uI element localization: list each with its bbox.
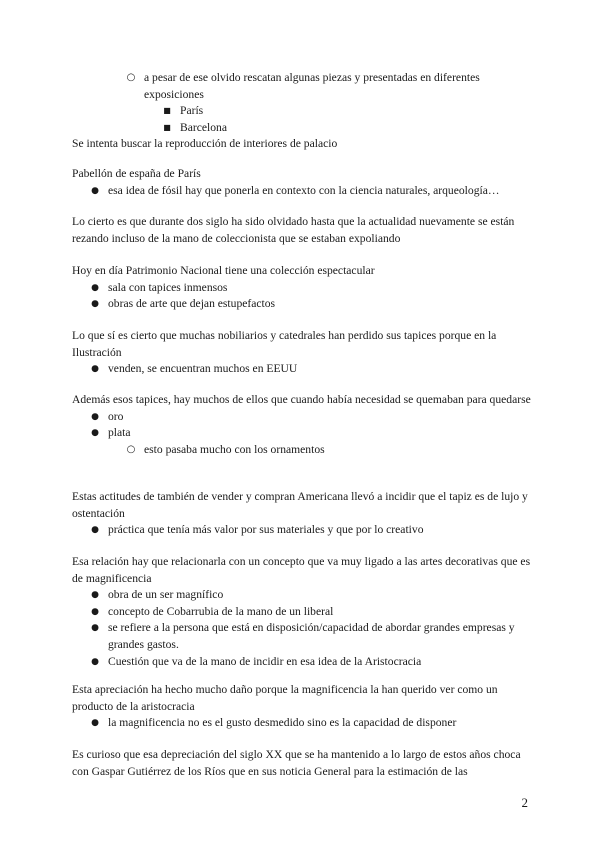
filled-circle-bullet-icon: ● <box>91 525 99 536</box>
bullet-list <box>72 183 532 200</box>
paragraph: Estas actitudes de también de vender y compran Americana llevó a incidir que el tapiz es de lujo y ostentación <box>72 490 528 520</box>
bullet-list <box>72 522 532 539</box>
list-item: ● esa idea de fósil hay que ponerla en contexto con la ciencia naturales, arqueología… <box>72 183 532 200</box>
filled-circle-bullet-icon: ● <box>91 411 99 422</box>
filled-circle-bullet-icon: ● <box>91 299 99 310</box>
block-aristocracia <box>72 682 532 732</box>
list-item: ● práctica que tenía más valor por sus materiales y que por lo creativo <box>72 522 532 539</box>
filled-circle-bullet-icon: ● <box>91 606 99 617</box>
list-item: ● obras de arte que dejan estupefactos <box>72 296 532 313</box>
list-item: ● oro <box>72 409 532 426</box>
filled-circle-bullet-icon: ● <box>91 718 99 729</box>
square-bullet-icon: ■ <box>163 106 171 116</box>
block-quemaban <box>72 392 532 458</box>
page-number: 2 <box>521 795 528 810</box>
list-item: ● obra de un ser magnífico <box>72 587 532 604</box>
paragraph: Esa relación hay que relacionarla con un concepto que va muy ligado a las artes decorativas que es de magnificencia <box>72 555 531 585</box>
list-item: ● venden, se encuentran muchos en EEUU <box>72 361 532 378</box>
paragraph: Es curioso que esa depreciación del siglo XX que se ha mantenido a lo largo de estos años choca con Gaspar Gutiérrez de los Ríos que en sus noticia General para la estimación de las <box>72 748 521 778</box>
paragraph: Además esos tapices, hay muchos de ellos que cuando había necesidad se quemaban para quedarse <box>72 393 531 406</box>
paragraph: Lo cierto es que durante dos siglo ha sido olvidado hasta que la actualidad nuevamente se están rezando incluso de la mano de coleccionista que se estaban expoliando <box>72 215 515 245</box>
list-item: ■ Barcelona <box>72 120 532 137</box>
bullet-list <box>72 715 532 732</box>
bullet-list <box>72 361 532 378</box>
filled-circle-bullet-icon: ● <box>91 185 99 196</box>
block-patrimonio <box>72 263 532 313</box>
hollow-circle-bullet-icon: ○ <box>126 72 136 83</box>
hollow-circle-bullet-icon: ○ <box>126 443 136 455</box>
paragraph: Hoy en día Patrimonio Nacional tiene una colección espectacular <box>72 264 375 277</box>
list-item: ● se refiere a la persona que está en disposición/capacidad de abordar grandes empresas y grandes gastos. <box>72 620 532 653</box>
list-item: ● plata <box>72 425 532 442</box>
list-item: ● concepto de Cobarrubia de la mano de un liberal <box>72 604 532 621</box>
paragraph: Esta apreciación ha hecho mucho daño porque la magnificencia la han querido ver como un producto de la aristocracia <box>72 683 498 713</box>
block-ostentacion <box>72 489 532 539</box>
square-bullet-icon: ■ <box>163 122 171 132</box>
filled-circle-bullet-icon: ● <box>91 623 99 634</box>
paragraph: Se intenta buscar la reproducción de interiores de palacio <box>72 137 338 151</box>
list-item: ○ esto pasaba mucho con los ornamentos <box>72 442 532 459</box>
filled-circle-bullet-icon: ● <box>91 656 99 667</box>
bullet-list <box>72 280 532 313</box>
filled-circle-bullet-icon: ● <box>91 282 99 293</box>
filled-circle-bullet-icon: ● <box>91 364 99 375</box>
bullet-list <box>72 70 532 136</box>
paragraph: Pabellón de españa de París <box>72 167 201 180</box>
list-item: ● la magnificencia no es el gusto desmedido sino es la capacidad de disponer <box>72 715 532 732</box>
bullet-list <box>72 587 532 670</box>
list-item: ● sala con tapices inmensos <box>72 280 532 297</box>
list-item: ● Cuestión que va de la mano de incidir en esa idea de la Aristocracia <box>72 654 532 671</box>
block-ilustracion <box>72 328 532 378</box>
paragraph: Lo que sí es cierto que muchas nobiliarios y catedrales han perdido sus tapices porque en la Ilustración <box>72 329 497 359</box>
block-olvido <box>72 214 532 247</box>
block-gaspar <box>72 747 532 780</box>
block-pabellon <box>72 166 532 199</box>
list-item: ■ París <box>72 103 532 120</box>
block-exposiciones <box>72 70 532 153</box>
bullet-list <box>72 409 532 459</box>
filled-circle-bullet-icon: ● <box>91 590 99 601</box>
filled-circle-bullet-icon: ● <box>91 428 99 439</box>
block-magnificencia <box>72 554 532 670</box>
list-item: ○ a pesar de ese olvido rescatan algunas piezas y presentadas en diferentes exposiciones <box>72 70 532 103</box>
